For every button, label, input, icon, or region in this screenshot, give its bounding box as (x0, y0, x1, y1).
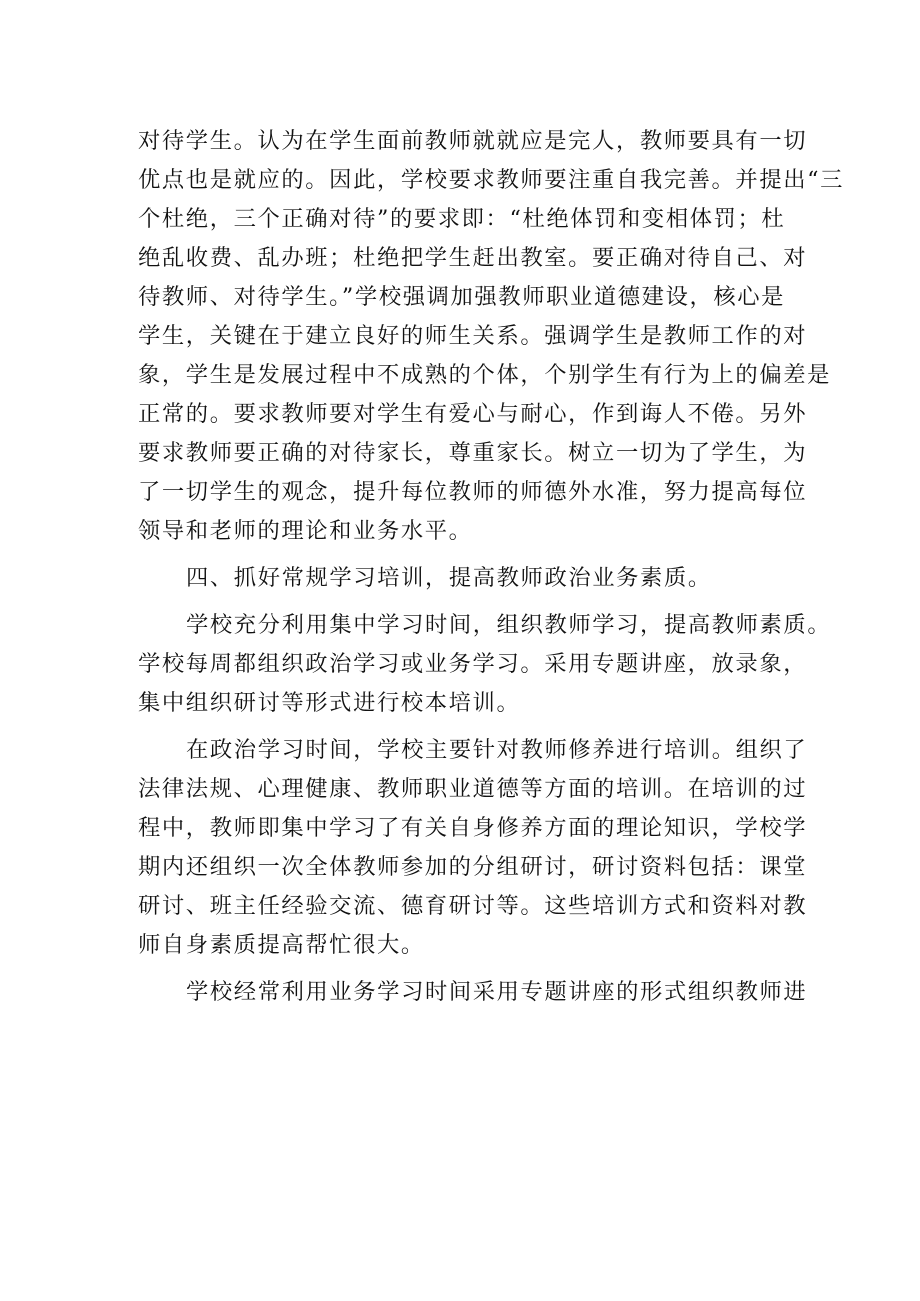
section-heading: 四、抓好常规学习培训，提高教师政治业务素质。 (186, 565, 712, 591)
document-body (138, 122, 845, 1012)
text-line: 了一切学生的观念，提升每位教师的师德外水准，努力提高每位 (138, 479, 808, 505)
text-line: 待教师、对待学生。”学校强调加强教师职业道德建设，核心是 (138, 284, 786, 310)
text-line: 优点也是就应的。因此，学校要求教师要注重自我完善。并提出“三 (138, 167, 845, 193)
text-line: 对待学生。认为在学生面前教师就就应是完人，教师要具有一切 (138, 128, 808, 154)
text-line: 集中组织研讨等形式进行校本培训。 (138, 690, 521, 716)
text-line: 在政治学习时间，学校主要针对教师修养进行培训。组织了 (186, 737, 808, 763)
text-line: 期内还组织一次全体教师参加的分组研讨，研讨资料包括：课堂 (138, 854, 808, 880)
text-line: 学校每周都组织政治学习或业务学习。采用专题讲座，放录象， (138, 651, 808, 677)
text-line: 绝乱收费、乱办班；杜绝把学生赶出教室。要正确对待自己、对 (138, 245, 808, 271)
text-line: 要求教师要正确的对待家长，尊重家长。树立一切为了学生，为 (138, 440, 808, 466)
text-line: 领导和老师的理论和业务水平。 (138, 518, 473, 544)
text-line: 研讨、班主任经验交流、德育研讨等。这些培训方式和资料对教 (138, 893, 808, 919)
text-line: 学校充分利用集中学习时间，组织教师学习，提高教师素质。 (186, 612, 832, 638)
text-line: 个杜绝，三个正确对待”的要求即：“杜绝体罚和变相体罚；杜 (138, 206, 786, 232)
text-line: 象，学生是发展过程中不成熟的个体，个别学生有行为上的偏差是 (138, 362, 832, 388)
text-line: 法律法规、心理健康、教师职业道德等方面的培训。在培训的过 (138, 776, 808, 802)
text-line: 程中，教师即集中学习了有关自身修养方面的理论知识，学校学 (138, 815, 808, 841)
text-line: 学校经常利用业务学习时间采用专题讲座的形式组织教师进 (186, 979, 808, 1005)
text-line: 学生，关键在于建立良好的师生关系。强调学生是教师工作的对 (138, 323, 808, 349)
text-line: 师自身素质提高帮忙很大。 (138, 932, 425, 958)
text-line: 正常的。要求教师要对学生有爱心与耐心，作到诲人不倦。另外 (138, 401, 808, 427)
